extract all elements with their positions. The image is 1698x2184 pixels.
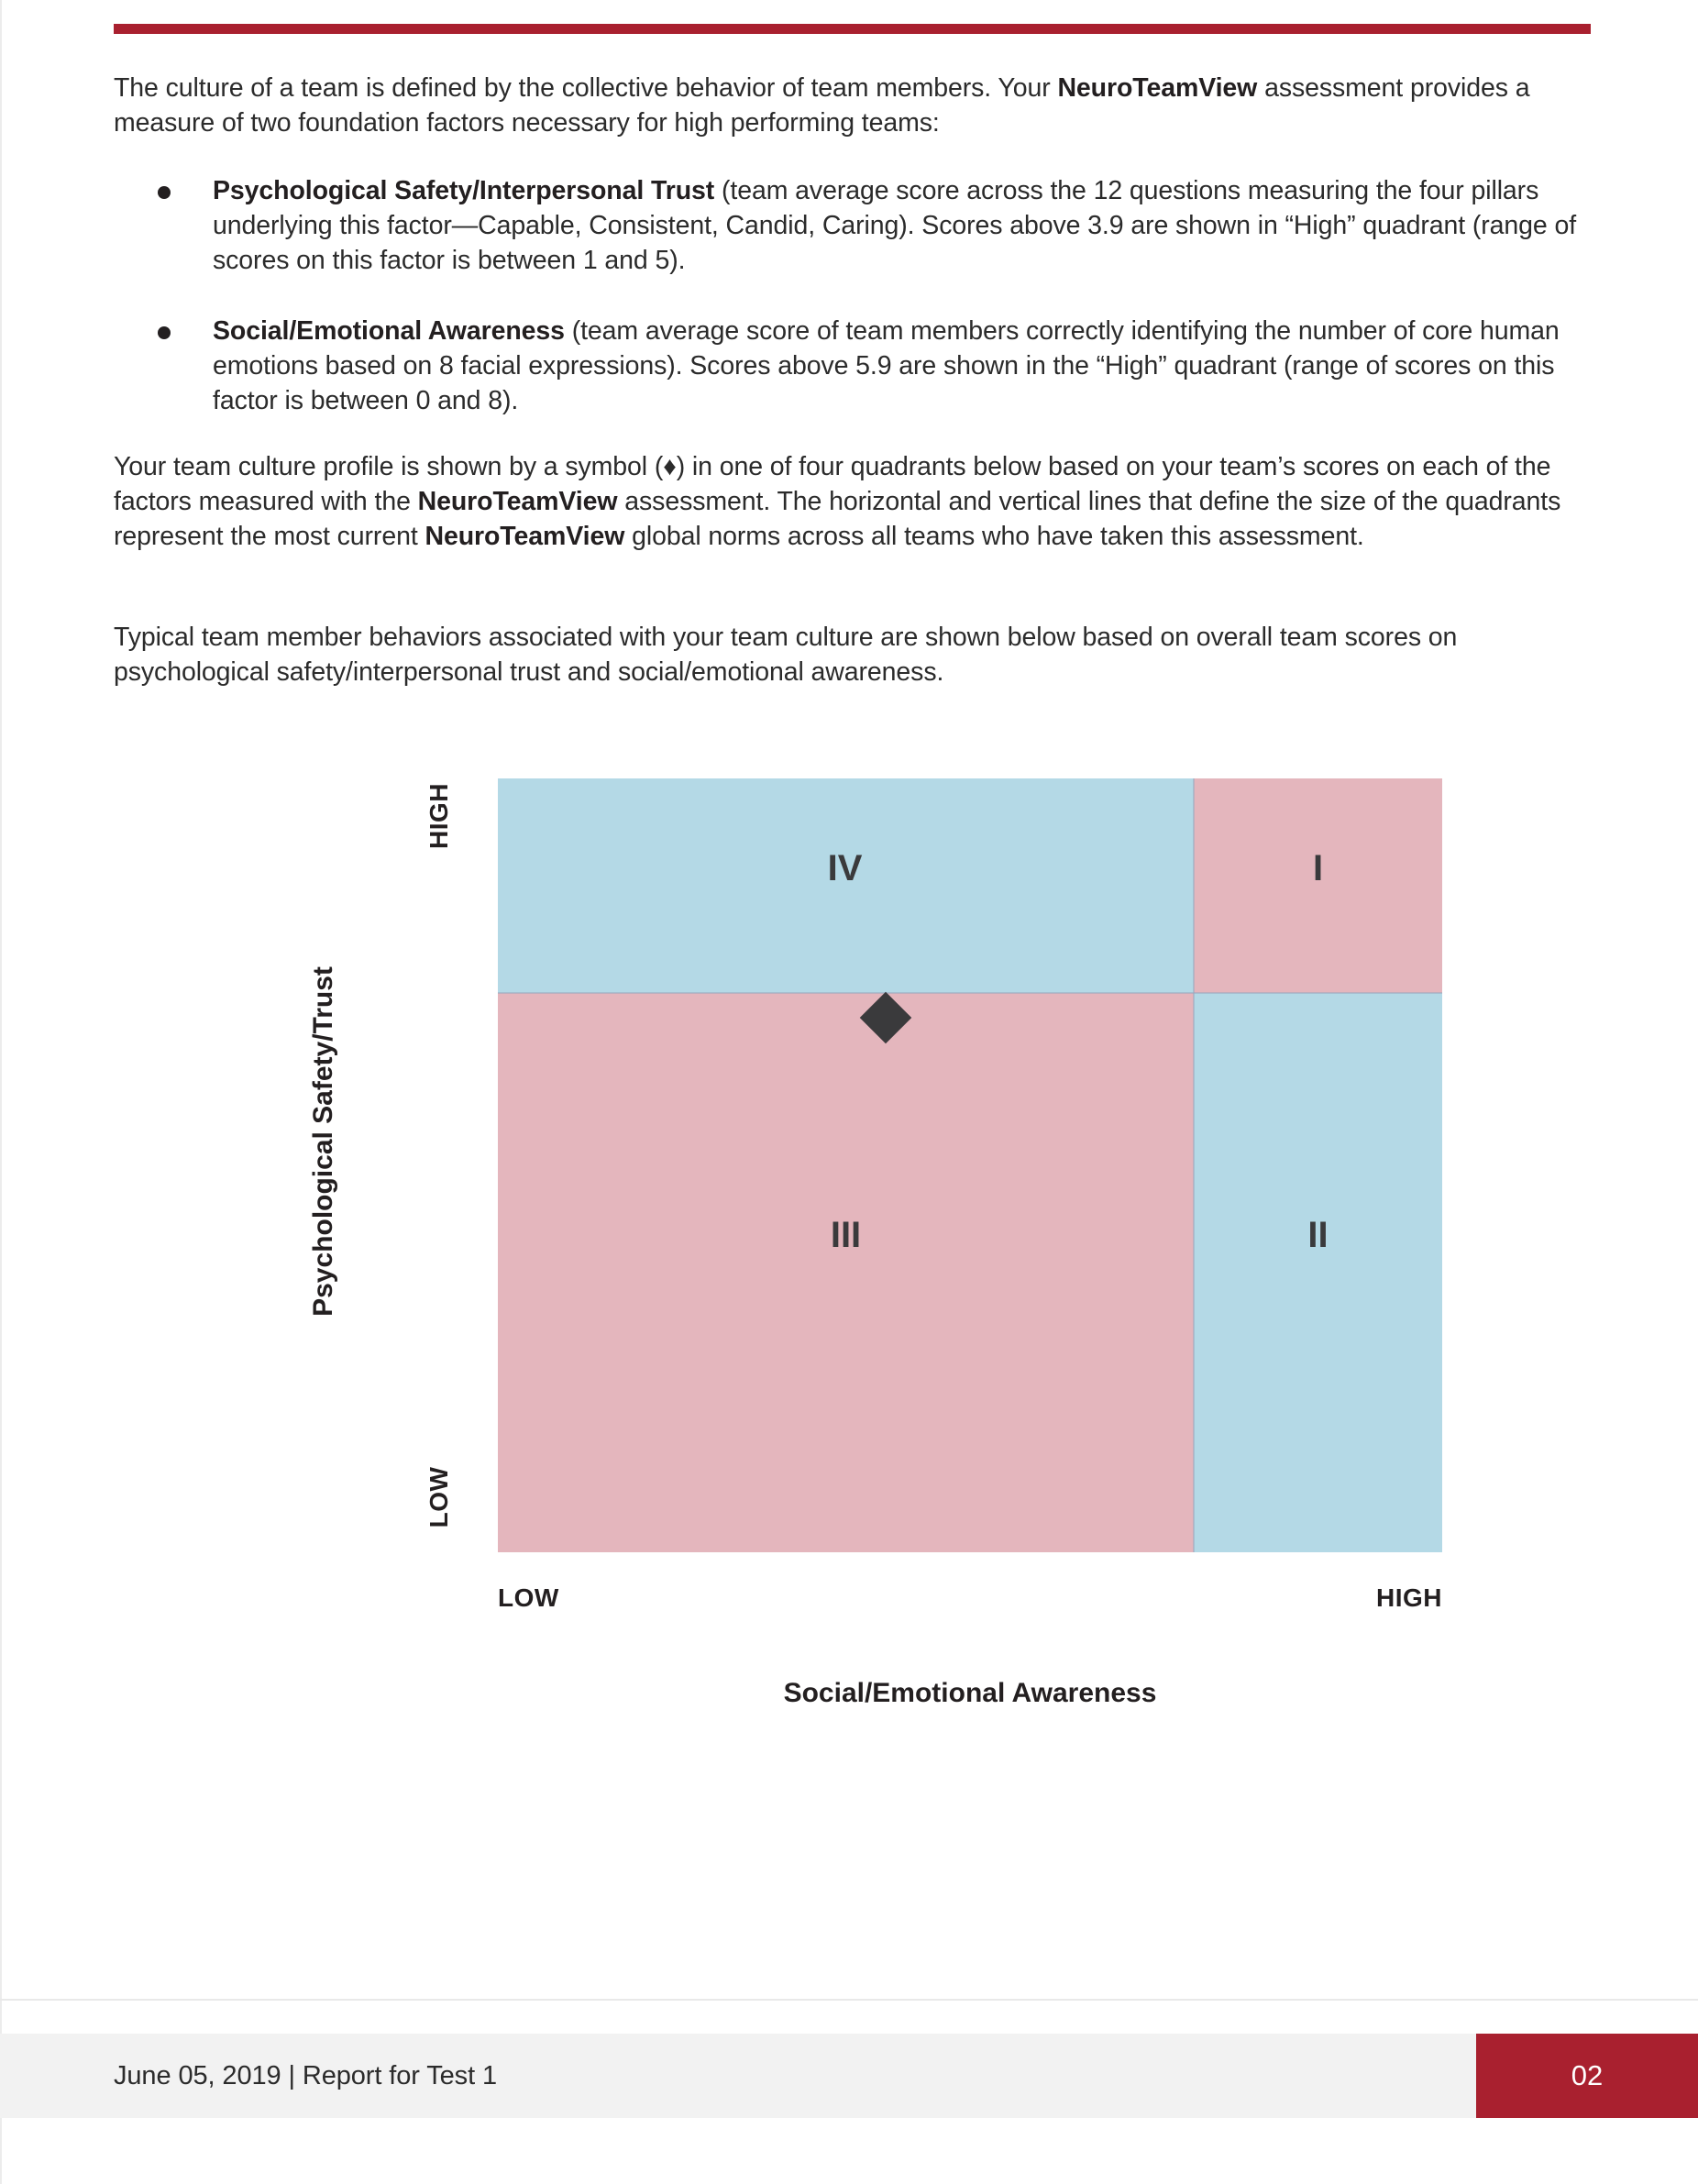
quadrant-iv (498, 778, 1194, 993)
bullet-dot-icon (158, 326, 171, 339)
vertical-norm-line (1193, 778, 1195, 1552)
plot-area (498, 778, 1442, 1552)
footer-divider (0, 1999, 1698, 2001)
intro-paragraph (114, 72, 1599, 141)
profile-paragraph (114, 450, 1599, 555)
x-axis-tick-high: HIGH (1376, 1583, 1442, 1612)
y-axis-tick-low: LOW (424, 1466, 453, 1528)
factor-body: (team average score of team members correctly identifying the number of core human emotions based on 8 facial expressions). Scores above 5.9 are shown in the “High” quadrant (range of scores on this factor is between 0 and 8). (213, 316, 1560, 416)
paragraph-spacer (114, 582, 1599, 621)
quadrant-label-ii: II (1307, 1215, 1329, 1255)
brand-name-profile-2: NeuroTeamView (424, 521, 625, 551)
factor-title: Social/Emotional Awareness (213, 316, 565, 347)
page-number-badge: 02 (1476, 2034, 1698, 2118)
y-axis-tick-high: HIGH (424, 783, 453, 849)
list-item (114, 174, 1599, 279)
body-content (114, 72, 1599, 690)
horizontal-norm-line (498, 992, 1442, 994)
y-axis-title: Psychological Safety/Trust (308, 966, 338, 1317)
page-left-edge (0, 0, 2, 2184)
list-item (114, 314, 1599, 419)
quadrant-i (1194, 778, 1442, 993)
profile-text-1: Your team culture profile is shown by a symbol (♦) in one of four quadrants below based on your team’s scores on each of the factors measured with the (114, 452, 1551, 517)
x-axis-tick-low: LOW (498, 1583, 559, 1612)
intro-text-b: assessment provides a measure of two foundation factors necessary for high performing teams: (114, 73, 1530, 138)
quadrant-label-iii: III (830, 1215, 862, 1255)
factors-list (114, 174, 1599, 419)
quadrant-label-iv: IV (827, 848, 863, 888)
profile-text-3: global norms across all teams who have taken this assessment. (624, 521, 1364, 551)
x-axis-title: Social/Emotional Awareness (783, 1678, 1157, 1708)
quadrant-iii (498, 993, 1194, 1552)
behaviors-paragraph: Typical team member behaviors associated with your team culture are shown below based on overall team scores on psychological safety/interpersonal trust and social/emotional awareness. (114, 622, 1458, 687)
profile-text-2: assessment. The horizontal and vertical lines that define the size of the quadrants represent the most current (114, 487, 1561, 551)
intro-text-a: The culture of a team is defined by the collective behavior of team members. Your (114, 73, 1058, 103)
brand-name-profile-1: NeuroTeamView (417, 487, 618, 517)
footer-report-label: June 05, 2019 | Report for Test 1 (114, 2061, 498, 2090)
brand-name-intro: NeuroTeamView (1057, 73, 1258, 103)
quadrant-label-i: I (1312, 848, 1324, 888)
factor-title: Psychological Safety/Interpersonal Trust (213, 175, 715, 205)
bullet-dot-icon (158, 186, 171, 199)
header-accent-rule (114, 24, 1591, 34)
factor-body: (team average score across the 12 questions measuring the four pillars underlying this factor—Capable, Consistent, Candid, Caring). Scores above 3.9 are shown in “High” quadrant (range of scores on this factor is between 1 and 5). (213, 175, 1577, 275)
quadrant-ii (1194, 993, 1442, 1552)
